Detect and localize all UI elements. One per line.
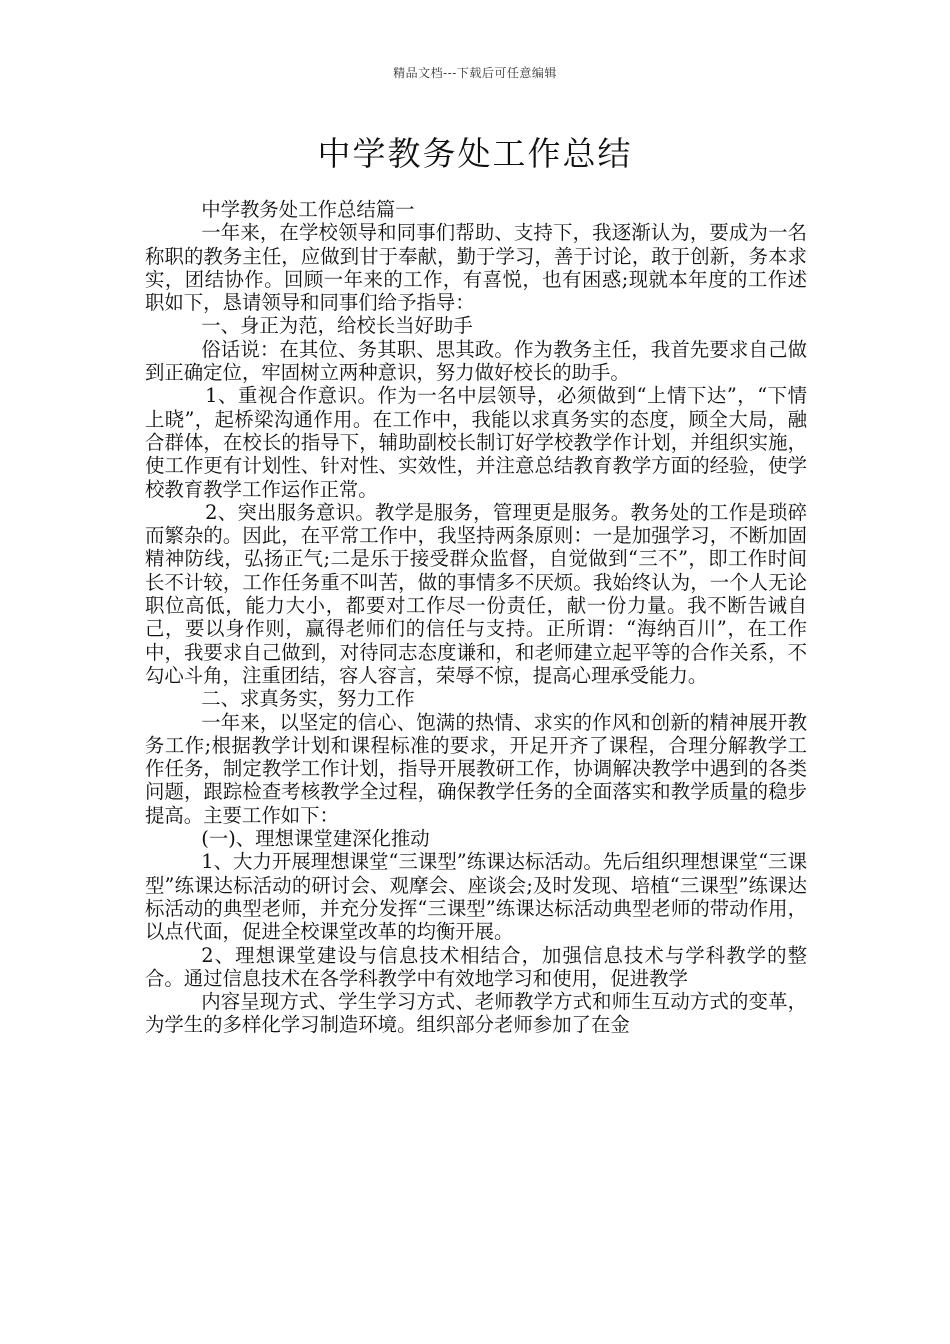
numbered-point: 2、突出服务意识。教学是服务，管理更是服务。教务处的工作是琐碎而繁杂的。因此，在平常工作中，我坚持两条原则：一是加强学习，不断加固精神防线，弘扬正气;二是乐于接受群众监督，自觉做到“三不”，即工作时间长不计较，工作任务重不叫苦，做的事情多不厌烦。我始终认为，一个人无论职位高低，能力大小，都要对工作尽一份责任，献一份力量。我不断告诫自己，要以身作则，赢得老师们的信任与支持。正所谓：“海纳百川”，在工作中，我要求自己做到，对待同志态度谦和，和老师建立起平等的合作关系，不勾心斗角，注重团结，容人容言，荣辱不惊，提高心理承受能力。 xyxy=(145,500,807,687)
paragraph: 1、大力开展理想课堂“三课型”练课达标活动。先后组织理想课堂“三课型”练课达标活动的研讨会、观摩会、座谈会;及时发现、培植“三课型”练课达标活动的典型老师，并充分发挥“三课型”练课达标活动典型老师的带动作用，以点代面，促进全校课堂改革的均衡开展。 xyxy=(145,850,807,944)
paragraph: 一年来，在学校领导和同事们帮助、支持下，我逐渐认为，要成为一名称职的教务主任，应做到甘于奉献，勤于学习，善于讨论，敢于创新，务本求实，团结协作。回顾一年来的工作，有喜悦，也有困惑;现就本年度的工作述职如下，恳请领导和同事们给予指导： xyxy=(145,221,807,315)
document-title: 中学教务处工作总结 xyxy=(317,134,633,173)
subsection-heading: (一)、理想课堂建深化推动 xyxy=(201,827,430,851)
numbered-point: 1、重视合作意识。作为一名中层领导，必须做到“上情下达”，“下情上晓”，起桥梁沟通作用。在工作中，我能以求真务实的态度，顾全大局，融合群体，在校长的指导下，辅助副校长制订好学校教学作计划，并组织实施，使工作更有计划性、针对性、实效性，并注意总结教育教学方面的经验，使学校教育教学工作运作正常。 xyxy=(145,384,807,501)
subsection-heading: 一、身正为范，给校长当好助手 xyxy=(201,314,473,338)
header-note: 精品文档---下载后可任意编辑 xyxy=(393,66,557,80)
paragraph: 俗话说：在其位、务其职、思其政。作为教务主任，我首先要求自己做到正确定位，牢固树立两种意识，努力做好校长的助手。 xyxy=(145,337,807,385)
paragraph: 一年来，以坚定的信心、饱满的热情、求实的作风和创新的精神展开教务工作;根据教学计划和课程标准的要求，开足开齐了课程，合理分解教学工作任务，制定教学工作计划，指导开展教研工作，协调解决教学中遇到的各类问题，跟踪检查考核教学全过程，确保教学任务的全面落实和教学质量的稳步提高。主要工作如下： xyxy=(145,710,807,827)
subsection-heading: 二、求真务实，努力工作 xyxy=(201,687,415,711)
document-body xyxy=(145,198,807,1037)
section-heading: 中学教务处工作总结篇一 xyxy=(201,198,415,221)
paragraph: 2、理想课堂建设与信息技术相结合，加强信息技术与学科教学的整合。通过信息技术在各学科教学中有效地学习和使用，促进教学 xyxy=(145,943,807,990)
paragraph: 内容呈现方式、学生学习方式、老师教学方式和师生互动方式的变革，为学生的多样化学习制造环境。组织部分老师参加了在金 xyxy=(145,990,807,1037)
